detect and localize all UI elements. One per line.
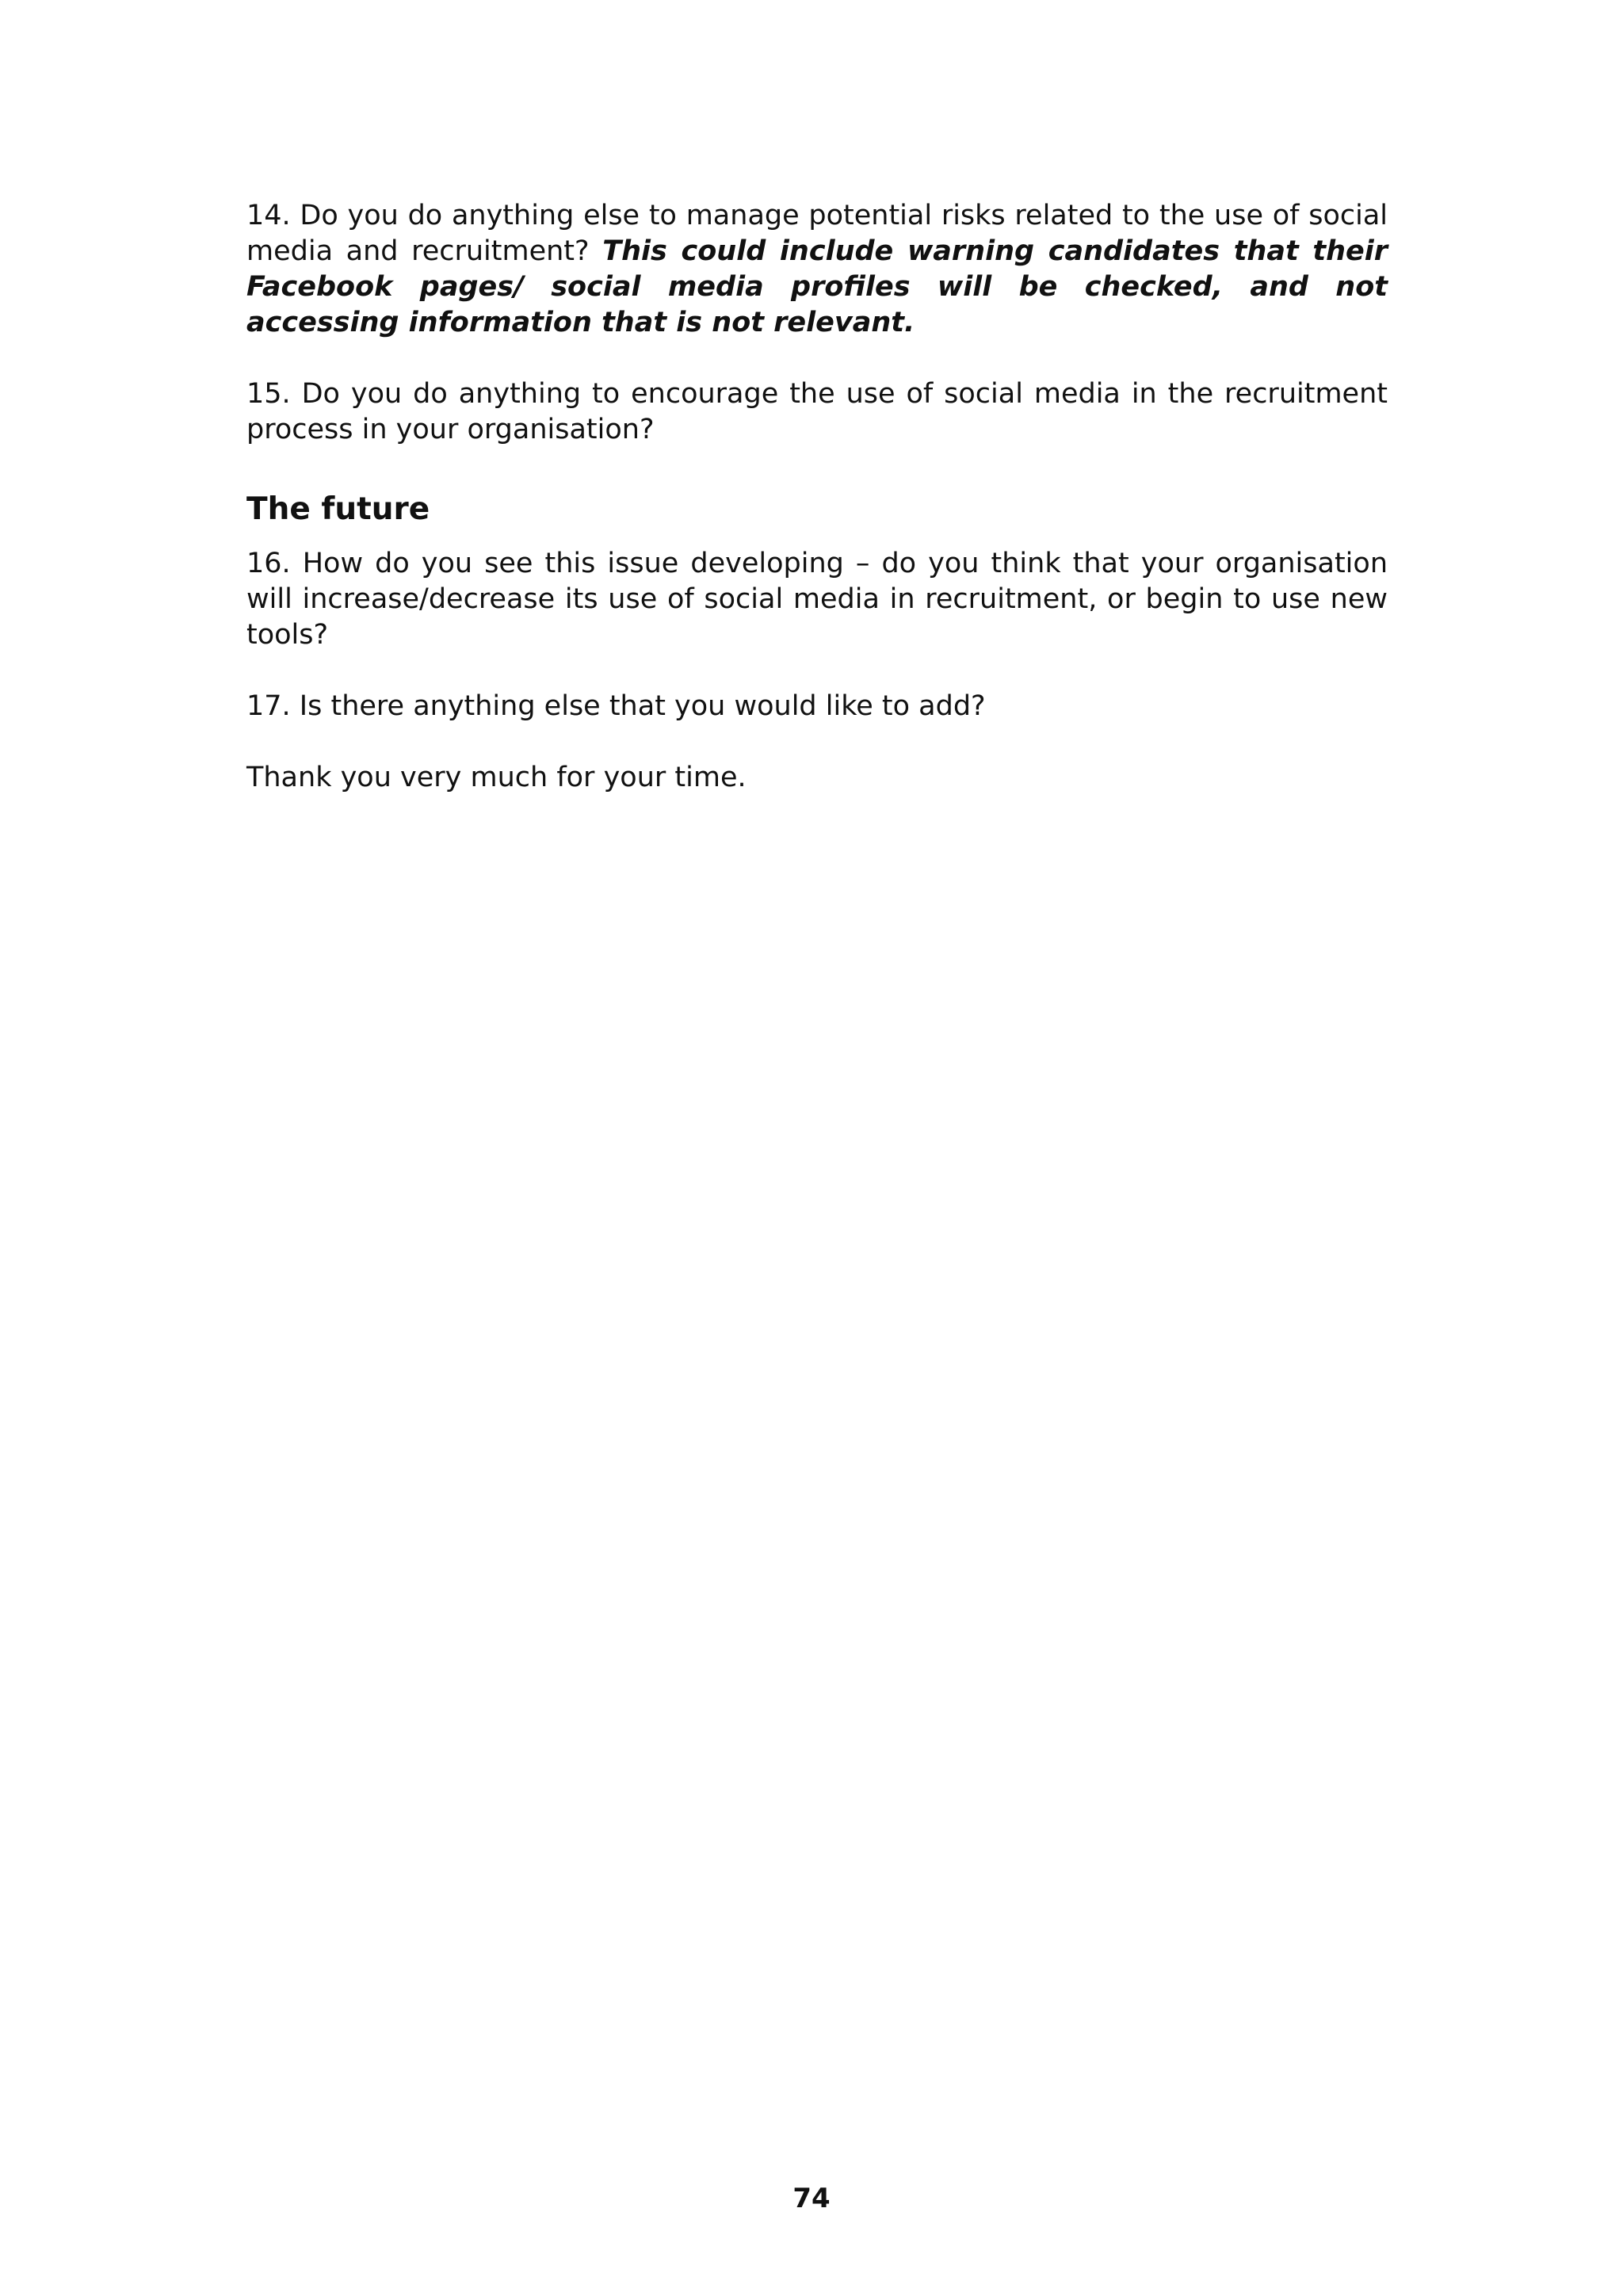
- document-body: [246, 198, 1388, 796]
- page-number: 74: [792, 2183, 831, 2214]
- question-17: 17. Is there anything else that you would like to add?: [246, 690, 986, 722]
- question-14-text: 14. Do you do anything else to manage potential risks related to the use of social media and recruitment?: [246, 200, 1388, 267]
- question-14: [246, 198, 1388, 341]
- question-14-emphasis: This could include warning candidates that their Facebook pages/ social media profiles will be checked, and not accessing information that is not relevant.: [246, 235, 1388, 338]
- question-16: 16. How do you see this issue developing – do you think that your organisation will increase/decrease its use of social media in recruitment, or begin to use new tools?: [246, 548, 1388, 651]
- closing-text: Thank you very much for your time.: [246, 762, 747, 793]
- section-heading: The future: [246, 491, 430, 527]
- question-15: 15. Do you do anything to encourage the use of social media in the recruitment process in your organisation?: [246, 378, 1388, 445]
